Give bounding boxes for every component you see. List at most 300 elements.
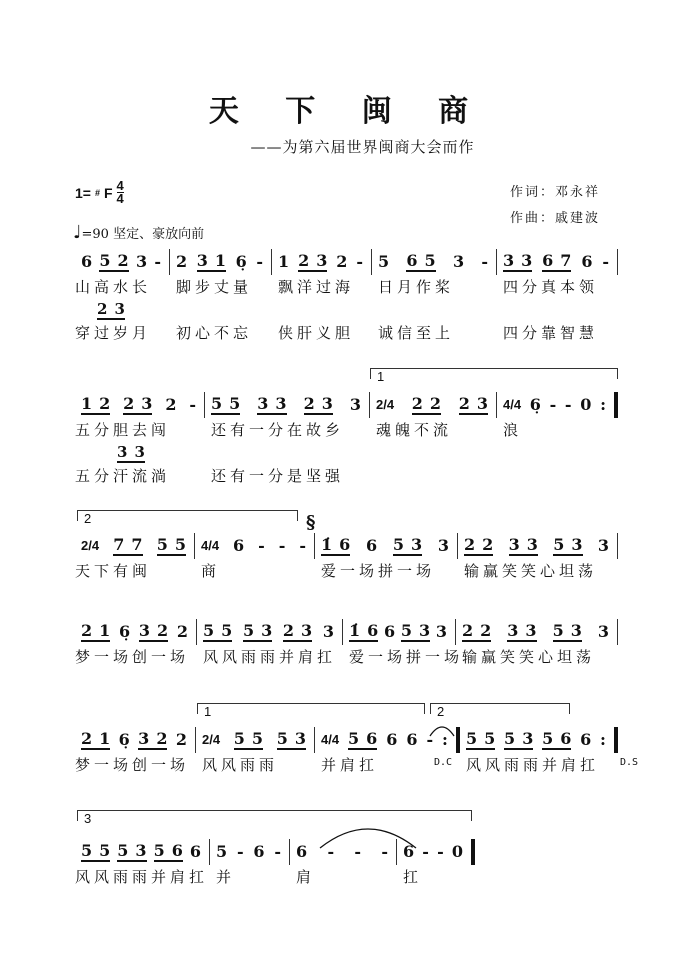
lyric: 风风雨雨: [202, 756, 279, 774]
note: 3: [522, 728, 534, 748]
note: 1: [99, 620, 111, 640]
note: 6: [560, 728, 572, 748]
note: 7: [131, 534, 143, 554]
time-signature: 4/4: [321, 732, 340, 747]
lyric: 风风雨雨并肩扛: [75, 868, 209, 886]
note: 5: [392, 534, 404, 554]
note: 2: [165, 395, 177, 414]
note-row: [370, 392, 497, 418]
staff-system: [75, 392, 618, 488]
note: 5: [203, 620, 215, 640]
eighth-note-group: [81, 393, 111, 415]
ts-bottom: 4: [116, 191, 124, 206]
note: 2: [411, 393, 423, 413]
note: 2: [157, 620, 169, 640]
staff-system: [75, 619, 618, 669]
eighth-note-group: [153, 840, 183, 862]
lyric: 浪: [503, 421, 523, 439]
volta-label: 1: [377, 369, 385, 384]
tempo-value: =90: [81, 227, 109, 242]
lyric: 扛: [403, 868, 423, 886]
time-signature: 4/4: [201, 538, 220, 553]
eighth-note-group: [406, 250, 436, 272]
note: 3: [571, 534, 583, 554]
note: 2: [462, 620, 474, 640]
time-signature: 4/4: [503, 397, 522, 412]
note: 3: [526, 534, 538, 554]
measure: [75, 727, 196, 777]
note: 5: [400, 620, 412, 640]
key-prefix: 1=: [75, 184, 91, 201]
note: 0: [451, 842, 463, 861]
note: 3: [134, 442, 145, 461]
note-row: [75, 533, 195, 559]
note: 5: [378, 252, 390, 271]
time-signature: [117, 180, 124, 205]
measure: [205, 392, 370, 488]
measure: [75, 392, 205, 488]
measure: [75, 249, 170, 345]
note: 3: [570, 620, 582, 640]
lyric: 魂魄不流: [376, 421, 453, 439]
note: 3: [411, 534, 423, 554]
note: 6̣: [118, 730, 130, 749]
variant-notes: [75, 299, 170, 321]
note: 2: [81, 620, 93, 640]
eighth-note-group: [400, 620, 431, 642]
measure: [315, 533, 458, 583]
lyric-verse-2: 初心不忘: [176, 324, 253, 342]
song-subtitle: ——为第六届世界闽商大会而作: [250, 138, 475, 156]
lyric: 爱一场拼一场: [349, 648, 464, 666]
note-row: [75, 839, 210, 865]
lyric: 天下有闽: [75, 562, 152, 580]
eighth-note-group: [113, 534, 143, 556]
dash: -: [236, 842, 244, 861]
eighth-note-group: [233, 728, 264, 750]
eighth-note-group: [242, 620, 273, 642]
note-row: [75, 249, 170, 275]
measure: [75, 533, 195, 583]
dash: -: [299, 536, 306, 555]
note: 5: [216, 842, 228, 861]
note: 3: [321, 393, 333, 413]
note-row: [75, 392, 205, 418]
note: 3: [261, 620, 273, 640]
note: 6: [542, 250, 554, 270]
note: 3: [275, 393, 287, 413]
eighth-note-group: [99, 250, 129, 272]
note: 2: [176, 252, 188, 271]
note: 3: [301, 620, 313, 640]
staff-system: [75, 249, 618, 345]
note-row: [372, 249, 497, 275]
variant-notes: [372, 299, 497, 321]
measure: [343, 619, 464, 669]
measure: [460, 727, 639, 777]
note: 3: [196, 250, 208, 270]
volta-label: 3: [84, 811, 92, 826]
note: 3: [135, 840, 147, 860]
dash: -: [422, 842, 429, 861]
note: 2: [123, 393, 135, 413]
note: 3: [114, 299, 125, 318]
dash: -: [426, 730, 434, 749]
note: 1: [99, 728, 111, 748]
note: 5: [348, 728, 360, 748]
note: 3: [508, 534, 520, 554]
measure: [75, 839, 210, 889]
note: 3: [138, 728, 150, 748]
note-row: [397, 839, 475, 865]
note: 5: [553, 534, 565, 554]
note: 2: [298, 250, 310, 270]
lyric-verse-2: 五分汗流淌: [75, 467, 171, 485]
variant-notes: [370, 442, 497, 464]
note: 2: [282, 620, 295, 640]
dash: -: [258, 536, 265, 555]
note: 1: [214, 250, 227, 270]
note: 3: [476, 393, 488, 413]
note: 5: [174, 534, 186, 554]
lyric-verse-2: 四分靠智慧: [503, 324, 599, 342]
note: 6: [581, 252, 593, 271]
sharp-icon: #: [94, 187, 100, 198]
repeat-dots: :: [600, 730, 606, 749]
repeat-dots: :: [442, 730, 448, 749]
key-signature: [75, 180, 124, 205]
lyricist: 作词：邓永祥: [510, 185, 601, 200]
note: 2: [175, 730, 187, 749]
quarter-note-icon: ♩: [73, 222, 82, 243]
eighth-note-group: [81, 620, 111, 642]
staff-system: [75, 533, 618, 583]
note: 5: [211, 393, 223, 413]
note: 2: [429, 393, 442, 413]
time-signature: 2/4: [202, 732, 221, 747]
note-row: [290, 839, 397, 865]
eighth-note-group: [81, 840, 111, 862]
note: 6: [253, 842, 265, 861]
note: 5: [504, 728, 516, 748]
note: 5: [542, 728, 554, 748]
lyric: 梦一场创一场: [75, 756, 190, 774]
tempo-expression: 坚定、豪放向前: [113, 227, 205, 242]
note: 6: [366, 728, 378, 748]
volta-bracket: [370, 368, 618, 384]
note: 5: [233, 728, 245, 748]
note: 3: [257, 393, 269, 413]
volta-bracket: [77, 510, 298, 526]
note: 6: [403, 842, 415, 861]
lyric: 山高水长: [75, 278, 152, 296]
variant-notes: [170, 299, 272, 321]
lyric: 脚步丈量: [176, 278, 253, 296]
note-row: [170, 249, 272, 275]
eighth-note-group: [552, 620, 582, 642]
staff-system: [75, 727, 639, 777]
note: 5: [221, 620, 233, 640]
staff-system: [75, 839, 475, 889]
note-row: [343, 619, 456, 645]
eighth-note-group: [276, 728, 306, 750]
variant-notes: [205, 442, 370, 464]
time-signature: 2/4: [376, 397, 395, 412]
note: 7: [113, 534, 125, 554]
note: 7: [560, 250, 572, 270]
dash: -: [354, 842, 362, 861]
note-row: [205, 392, 370, 418]
note: 6: [339, 534, 351, 554]
note: 5: [552, 620, 564, 640]
note-row: [456, 619, 618, 645]
note-row: [75, 727, 196, 753]
note: 3: [419, 620, 431, 640]
note: 2: [464, 534, 476, 554]
lyric: 飘洋过海: [278, 278, 355, 296]
eighth-note-group: [504, 728, 534, 750]
note-row: [497, 392, 618, 418]
note-row: [315, 727, 460, 753]
note: 6: [367, 620, 379, 640]
eighth-note-group: [117, 444, 145, 463]
volta-bracket: [197, 703, 425, 719]
volta-label: 2: [437, 704, 445, 719]
volta-label: 2: [84, 511, 92, 526]
eighth-note-group: [392, 534, 423, 556]
note: 3: [435, 622, 447, 641]
note: 6̣: [235, 252, 247, 271]
dash: -: [481, 252, 488, 271]
note: 3: [507, 620, 519, 640]
dash: -: [256, 252, 263, 271]
note-row: [195, 533, 315, 559]
dash: -: [274, 842, 281, 861]
lyric: 风风雨雨并肩扛: [466, 756, 600, 774]
note: 1̇: [321, 534, 333, 554]
note-row: [75, 619, 197, 645]
time-signature: 2/4: [81, 538, 100, 553]
segno-icon: §: [306, 512, 316, 533]
note: 3: [322, 622, 334, 641]
eighth-note-group: [117, 840, 147, 862]
note: 5: [251, 728, 264, 748]
eighth-note-group: [123, 393, 153, 415]
eighth-note-group: [458, 393, 488, 415]
tempo-marking: [73, 222, 204, 243]
measure: [497, 249, 618, 345]
lyric: 还有一分在故乡: [211, 421, 345, 439]
eighth-note-group: [553, 534, 583, 556]
measure: [272, 249, 372, 345]
dash: -: [381, 842, 388, 861]
note: 1: [81, 393, 93, 413]
composer: 作曲：戚建波: [510, 211, 601, 226]
note: 5: [484, 728, 496, 748]
note: 6: [384, 622, 396, 641]
measure: [456, 619, 618, 669]
dash: -: [278, 536, 286, 555]
measure: [197, 619, 343, 669]
lyric-verse-2: 诚信至上: [378, 324, 455, 342]
note: 3: [135, 252, 148, 271]
note: 5: [276, 728, 288, 748]
key-note: F: [103, 184, 113, 201]
lyric: 爱一场拼一场: [321, 562, 436, 580]
lyric-verse-2: 穿过岁月: [75, 324, 152, 342]
eighth-note-group: [97, 301, 125, 320]
note: 1: [278, 252, 290, 271]
eighth-note-group: [138, 620, 169, 642]
note: 6: [406, 250, 418, 270]
note: 2: [81, 728, 93, 748]
note: 2: [482, 534, 494, 554]
eighth-note-group: [298, 250, 328, 272]
measure: [210, 839, 290, 889]
note: 2: [156, 728, 168, 748]
note: 6: [81, 252, 93, 271]
note: 2: [480, 620, 492, 640]
eighth-note-group: [507, 620, 537, 642]
note: 3: [349, 395, 361, 414]
credits: [510, 180, 600, 232]
note: 6: [296, 842, 308, 861]
song-title: 天 下 闽 商: [208, 94, 487, 129]
eighth-note-group: [257, 393, 287, 415]
lyric: 四分真本领: [503, 278, 599, 296]
note: 5: [466, 728, 478, 748]
lyric: 风风雨雨并肩扛: [203, 648, 337, 666]
note: 5: [242, 620, 255, 640]
note: 2: [97, 299, 108, 318]
note: 3: [452, 252, 465, 271]
eighth-note-group: [282, 620, 313, 642]
variant-notes: [497, 442, 618, 464]
note: 6: [386, 730, 398, 749]
note: 2: [336, 252, 348, 271]
measure: [397, 839, 475, 889]
eighth-note-group: [466, 728, 496, 750]
note: 6: [233, 536, 245, 555]
lyric-verse-2: 侠肝义胆: [278, 324, 355, 342]
measure: [315, 727, 460, 777]
eighth-note-group: [462, 620, 492, 642]
dash: -: [356, 252, 363, 271]
note: 6: [406, 730, 418, 749]
lyric: 输赢笑笑心坦荡: [464, 562, 598, 580]
note: 3: [294, 728, 306, 748]
eighth-note-group: [542, 250, 572, 272]
eighth-note-group: [321, 534, 351, 556]
note-row: [458, 533, 618, 559]
eighth-note-group: [303, 393, 333, 415]
note: 2: [458, 393, 470, 413]
lyric: 日月作桨: [378, 278, 455, 296]
note: 3: [141, 393, 153, 413]
measure: [290, 839, 397, 889]
note: 5: [156, 534, 168, 554]
eighth-note-group: [138, 728, 168, 750]
measure: [370, 392, 497, 488]
variant-notes: [497, 299, 618, 321]
note: 3: [597, 622, 609, 641]
eighth-note-group: [81, 728, 111, 750]
eighth-note-group: [156, 534, 186, 556]
note: 6: [171, 840, 183, 860]
measure: [497, 392, 618, 488]
note: 5: [424, 250, 436, 270]
ts-top: 4: [116, 178, 124, 193]
measure: [75, 619, 197, 669]
note-row: [460, 727, 618, 753]
dash: -: [154, 252, 161, 271]
note: 5: [99, 250, 111, 270]
note-row: [497, 249, 618, 275]
lyric: 梦一场创一场: [75, 648, 190, 666]
measure: [195, 533, 315, 583]
eighth-note-group: [349, 620, 379, 642]
note: 3: [138, 620, 150, 640]
note: 5: [117, 840, 129, 860]
eighth-note-group: [196, 250, 227, 272]
note: 0: [580, 395, 592, 414]
measure: [458, 533, 618, 583]
repeat-dots: :: [600, 395, 606, 414]
dash: -: [602, 252, 609, 271]
volta-bracket: [77, 810, 472, 826]
measure: [170, 249, 272, 345]
note: 3: [525, 620, 537, 640]
note-row: [196, 727, 315, 753]
note-row: [197, 619, 343, 645]
note: 5: [99, 840, 111, 860]
navigation-mark: D.S: [620, 757, 639, 768]
lyric: 肩: [296, 868, 316, 886]
lyric: 输赢笑笑心坦荡: [462, 648, 596, 666]
lyric-verse-2: 还有一分是坚强: [211, 467, 345, 485]
eighth-note-group: [464, 534, 494, 556]
dash: -: [549, 395, 557, 414]
note: 2: [99, 393, 111, 413]
variant-notes: [75, 442, 205, 464]
lyric: 商: [201, 562, 221, 580]
lyric-verse-2: [370, 464, 497, 488]
note: 3: [117, 442, 128, 461]
volta-bracket: [430, 703, 570, 719]
note: 3: [437, 536, 449, 555]
measure: [372, 249, 497, 345]
note: 6̣: [529, 395, 541, 414]
lyric: 并: [216, 868, 236, 886]
note: 2: [303, 393, 315, 413]
note: 6: [580, 730, 592, 749]
note: 5: [81, 840, 93, 860]
lyric: 并肩扛: [321, 756, 379, 774]
lyric-verse-2: [497, 464, 618, 488]
eighth-note-group: [503, 250, 533, 272]
dash: -: [437, 842, 444, 861]
volta-label: 1: [204, 704, 212, 719]
note: 6: [189, 842, 201, 861]
dash: -: [564, 395, 572, 414]
note: 6̣: [119, 622, 131, 641]
note: 3: [503, 250, 515, 270]
measure: [196, 727, 315, 777]
note: 5: [153, 840, 165, 860]
dash: -: [327, 842, 335, 861]
eighth-note-group: [203, 620, 233, 642]
note: 3: [316, 250, 328, 270]
